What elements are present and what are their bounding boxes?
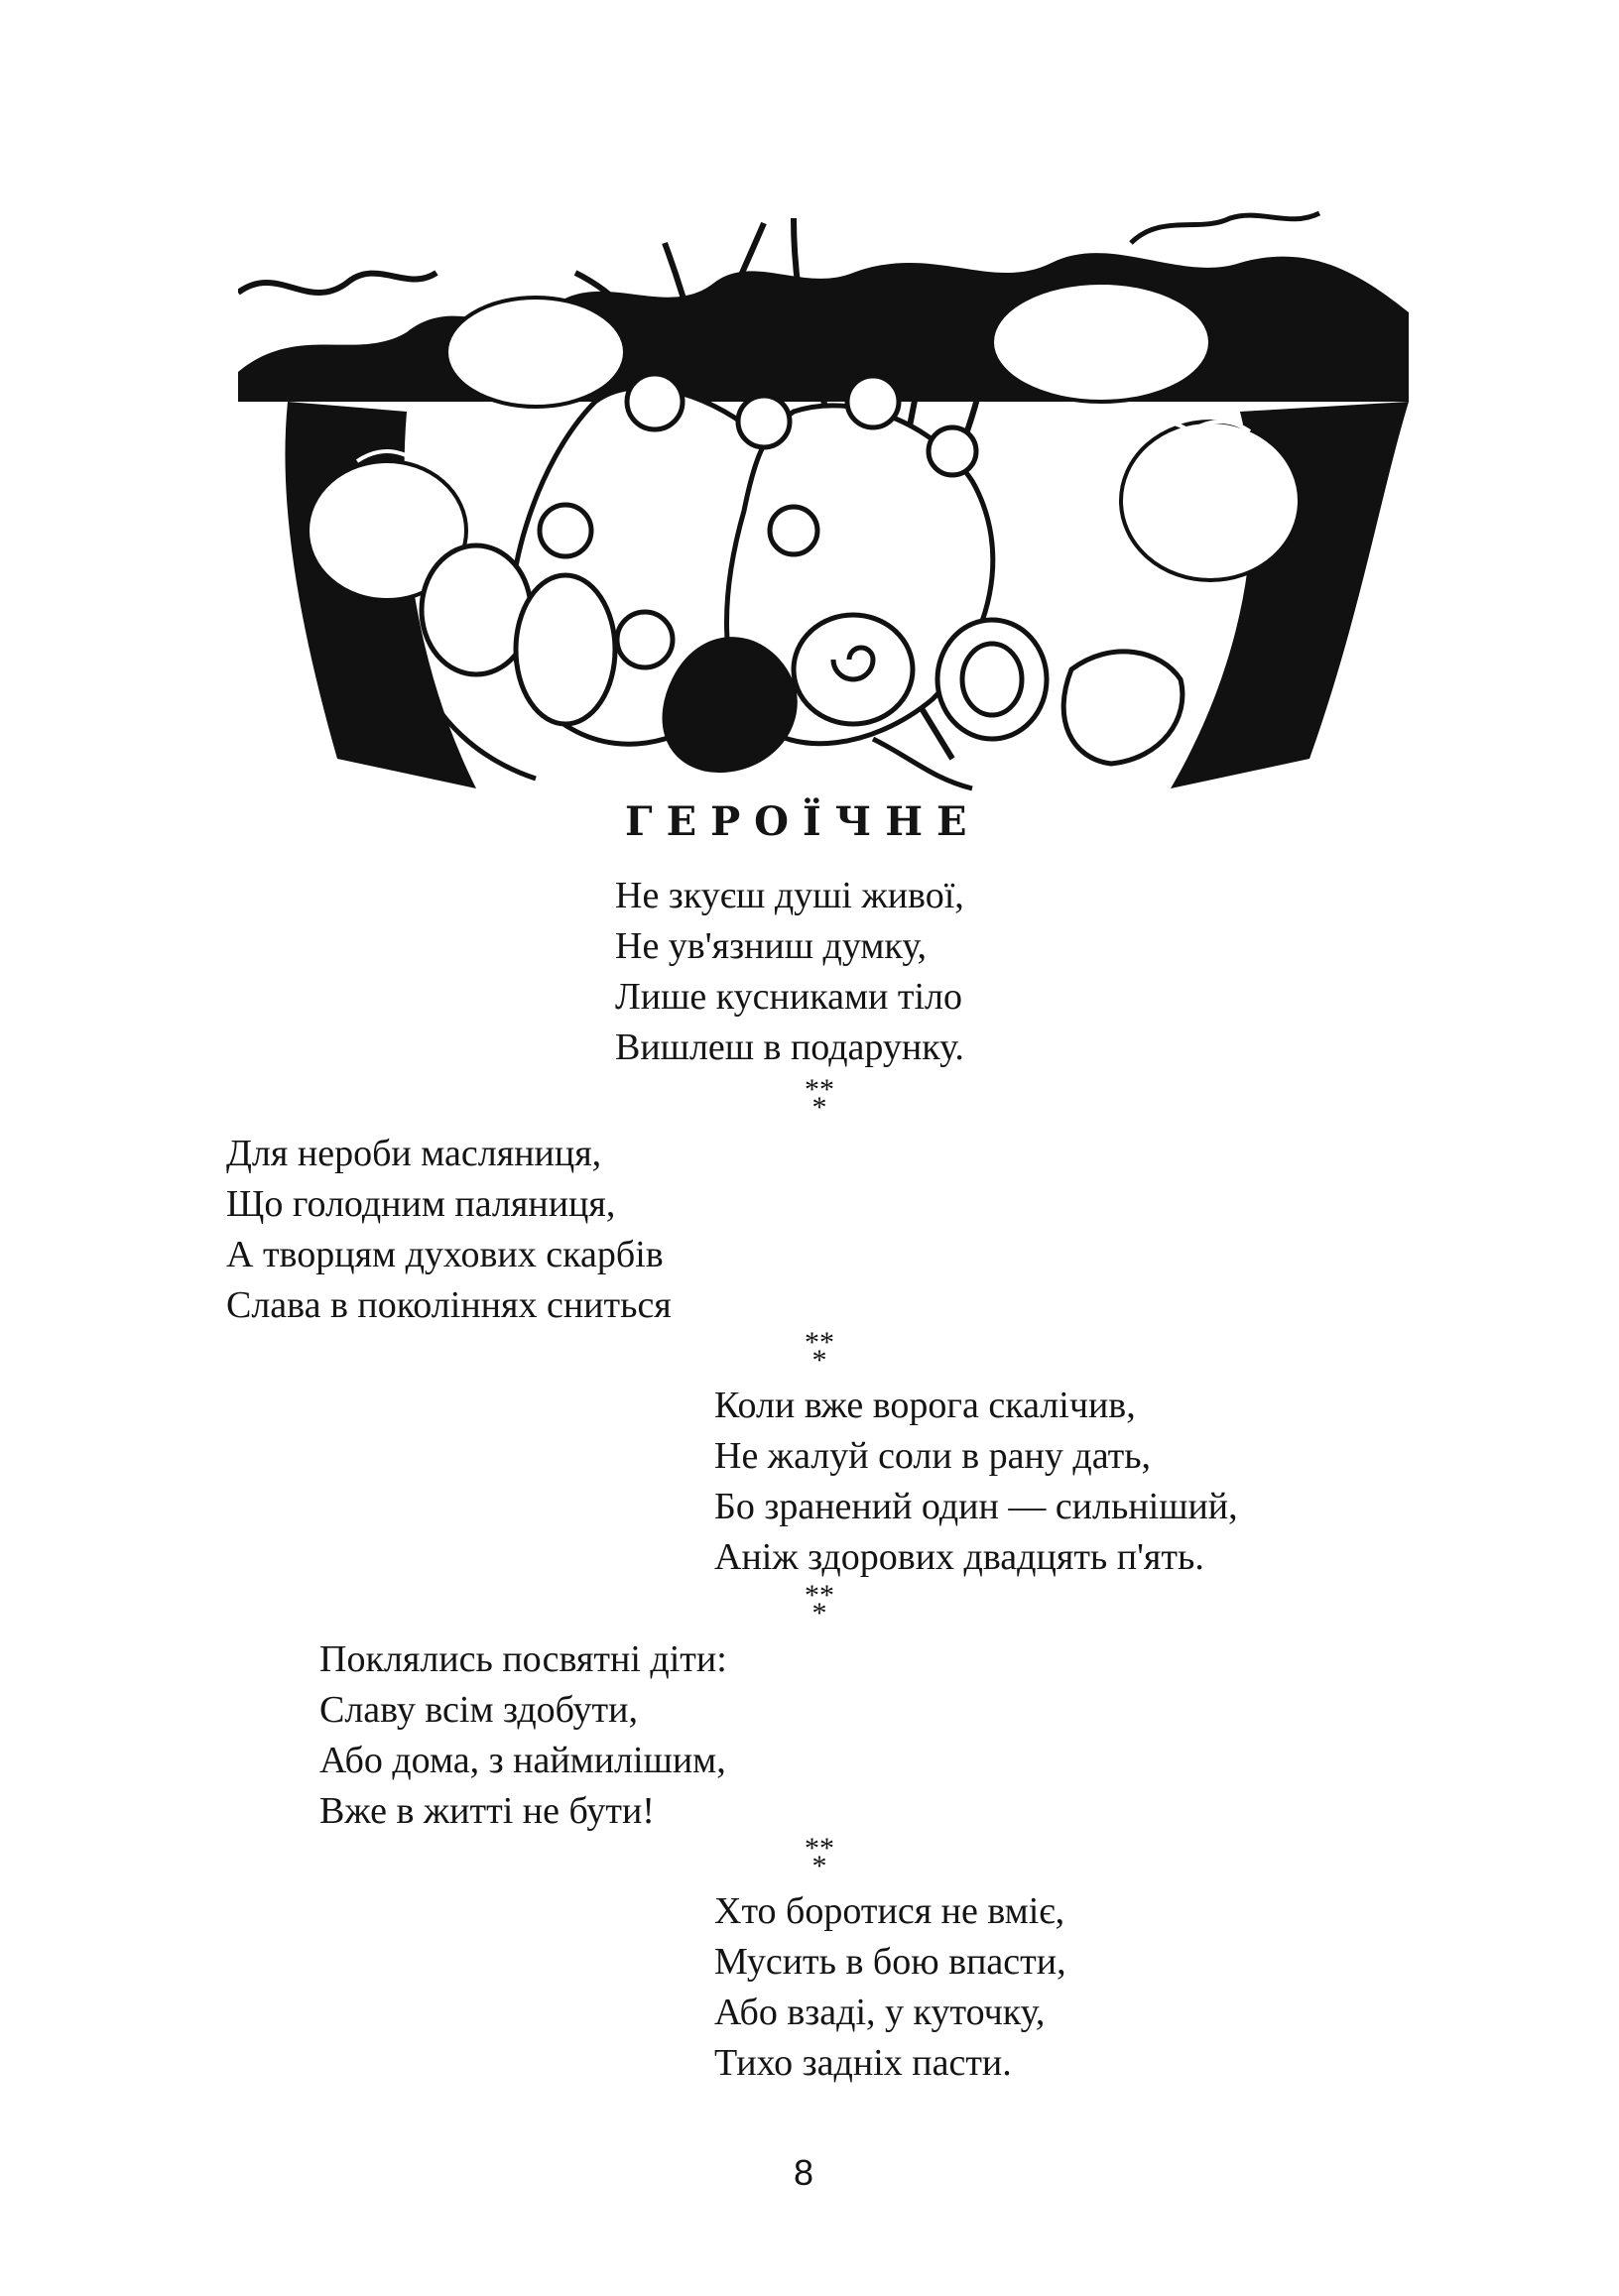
stanza-separator <box>790 1832 849 1882</box>
asterism: ** <box>805 1326 834 1359</box>
poem-title: ГЕРОЇЧНЕ <box>625 798 981 845</box>
battle-illustration <box>238 203 1409 793</box>
asterism: ** <box>805 1073 834 1106</box>
poem-line: Не ув'язниш думку, <box>615 925 928 967</box>
stanza-3 <box>714 1381 1238 1583</box>
stanza-1 <box>615 871 964 1073</box>
poem-line: Коли вже ворога скалічив, <box>714 1385 1136 1426</box>
poem-line: Мусить в бою впасти, <box>714 1941 1066 1983</box>
asterism: * <box>811 1850 827 1882</box>
poem-line: Для нероби масляниця, <box>226 1133 602 1174</box>
poem-line: Що голодним паляниця, <box>226 1183 616 1225</box>
poem-line: Не зкуєш душі живої, <box>615 875 964 916</box>
asterism: * <box>811 1091 827 1124</box>
poem-line: А творцям духових скарбів <box>226 1234 664 1275</box>
poem-line: Вже в житті не бути! <box>319 1790 655 1832</box>
stanza-separator <box>790 1579 849 1630</box>
stanza-5 <box>714 1886 1066 2089</box>
poem-line: Лише кусниками тіло <box>615 976 962 1018</box>
asterism: ** <box>805 1579 834 1612</box>
asterism: * <box>811 1344 827 1377</box>
poem-line: Або дома, з наймилішим, <box>319 1740 726 1781</box>
poem-line: Або взаді, у куточку, <box>714 1992 1046 2033</box>
poem-line: Не жалуй соли в рану дать, <box>714 1435 1152 1477</box>
poem-line: Бо зранений один — сильніший, <box>714 1486 1238 1527</box>
stanza-2 <box>226 1129 672 1331</box>
poem-line: Хто боротися не вміє, <box>714 1890 1065 1932</box>
poem-line: Слава в поколіннях сниться <box>226 1284 672 1326</box>
poem-line: Поклялись посвятні діти: <box>319 1638 727 1680</box>
warriors <box>417 374 1183 788</box>
poem-line: Славу всім здобути, <box>319 1689 638 1731</box>
page-number: 8 <box>794 2152 814 2193</box>
asterism: ** <box>805 1832 834 1865</box>
poem-line: Аніж здорових двадцять п'ять. <box>714 1536 1204 1578</box>
stanza-4 <box>319 1634 727 1837</box>
poem-line: Вишлеш в подарунку. <box>615 1027 964 1068</box>
stanza-separator <box>790 1326 849 1377</box>
asterism: * <box>811 1597 827 1630</box>
poem-line: Тихо задніх пасти. <box>714 2042 1012 2084</box>
stanza-separator <box>790 1073 849 1124</box>
